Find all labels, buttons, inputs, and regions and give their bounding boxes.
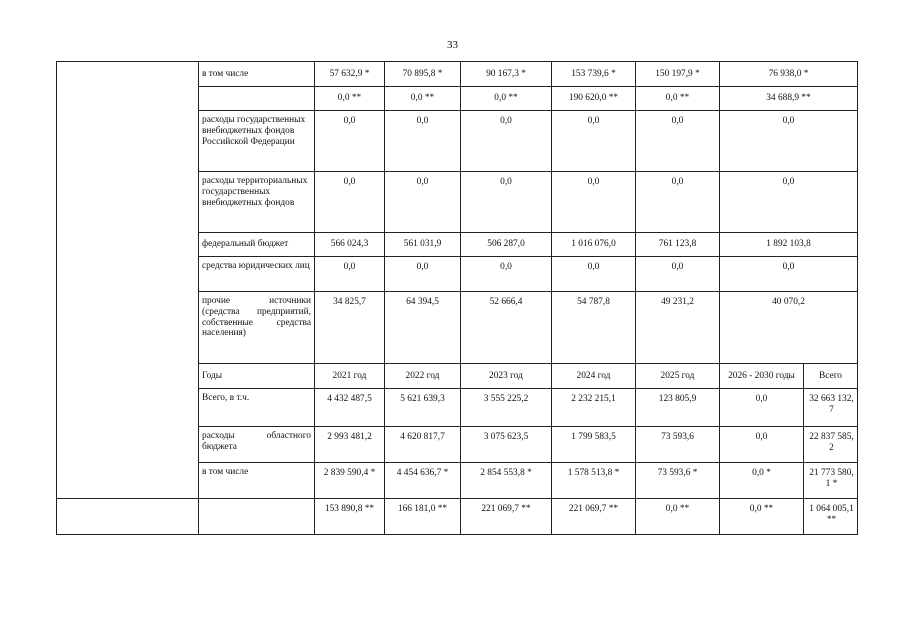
value-cell: 0,0 [720,111,858,172]
value-cell: 0,0 [461,257,552,292]
value-cell: 0,0 [461,111,552,172]
page-number: 33 [447,39,458,51]
value-cell: 40 070,2 [720,292,858,364]
program-name-cell [57,62,199,499]
row-label: прочие источники (средства предприятий, собственные средства населения) [199,292,315,364]
value-cell: 0,0 ** [636,87,720,111]
value-cell: 73 593,6 * [636,463,720,499]
value-cell: 0,0 ** [461,87,552,111]
row-label: в том числе [199,62,315,87]
value-cell: 0,0 [636,257,720,292]
table-row [57,499,858,535]
value-cell: 2 839 590,4 * [315,463,385,499]
value-cell: 561 031,9 [385,233,461,257]
program-name-cell-continued [57,499,199,535]
value-cell: 0,0 [385,111,461,172]
value-cell: 57 632,9 * [315,62,385,87]
value-cell: 0,0 [461,172,552,233]
value-cell: 0,0 [636,111,720,172]
row-label: Всего, в т.ч. [199,389,315,427]
year-column-header: 2026 - 2030 годы [720,364,804,389]
value-cell: 166 181,0 ** [385,499,461,535]
total-column-header: Всего [804,364,858,389]
value-cell: 73 593,6 [636,427,720,463]
value-cell: 1 016 076,0 [552,233,636,257]
row-label [199,499,315,535]
value-cell: 4 620 817,7 [385,427,461,463]
value-cell: 5 621 639,3 [385,389,461,427]
value-cell: 76 938,0 * [720,62,858,87]
value-cell: 90 167,3 * [461,62,552,87]
value-cell: 2 993 481,2 [315,427,385,463]
value-cell: 34 825,7 [315,292,385,364]
value-cell: 153 739,6 * [552,62,636,87]
year-column-header: 2023 год [461,364,552,389]
value-cell: 0,0 ** [315,87,385,111]
value-cell: 1 799 583,5 [552,427,636,463]
value-cell: 150 197,9 * [636,62,720,87]
row-label: расходы территориальных государственных внебюджетных фондов [199,172,315,233]
value-cell: 4 432 487,5 [315,389,385,427]
value-cell: 761 123,8 [636,233,720,257]
value-cell: 0,0 [385,172,461,233]
budget-funding-table [56,61,858,535]
value-cell: 0,0 [315,111,385,172]
value-cell: 0,0 * [720,463,804,499]
value-cell: 34 688,9 ** [720,87,858,111]
value-cell: 123 805,9 [636,389,720,427]
value-cell: 153 890,8 ** [315,499,385,535]
value-cell: 64 394,5 [385,292,461,364]
value-cell: 22 837 585,2 [804,427,858,463]
value-cell: 0,0 [315,172,385,233]
year-column-header: 2021 год [315,364,385,389]
value-cell: 52 666,4 [461,292,552,364]
row-label: в том числе [199,463,315,499]
value-cell: 0,0 [636,172,720,233]
value-cell: 0,0 ** [720,499,804,535]
row-label: расходы областного бюджета [199,427,315,463]
value-cell: 49 231,2 [636,292,720,364]
value-cell: 0,0 [720,172,858,233]
value-cell: 0,0 [552,257,636,292]
value-cell: 0,0 ** [385,87,461,111]
year-column-header: 2024 год [552,364,636,389]
value-cell: 190 620,0 ** [552,87,636,111]
value-cell: 4 454 636,7 * [385,463,461,499]
value-cell: 0,0 [315,257,385,292]
year-column-header: 2022 год [385,364,461,389]
value-cell: 2 232 215,1 [552,389,636,427]
value-cell: 3 075 623,5 [461,427,552,463]
value-cell: 0,0 ** [636,499,720,535]
value-cell: 54 787,8 [552,292,636,364]
value-cell: 0,0 [552,111,636,172]
value-cell: 221 069,7 ** [461,499,552,535]
value-cell: 1 064 005,1 ** [804,499,858,535]
value-cell: 70 895,8 * [385,62,461,87]
value-cell: 506 287,0 [461,233,552,257]
value-cell: 3 555 225,2 [461,389,552,427]
value-cell: 566 024,3 [315,233,385,257]
year-column-header: 2025 год [636,364,720,389]
value-cell: 2 854 553,8 * [461,463,552,499]
value-cell: 0,0 [385,257,461,292]
row-label: средства юридических лиц [199,257,315,292]
years-header-label: Годы [199,364,315,389]
value-cell: 1 892 103,8 [720,233,858,257]
row-label: федеральный бюджет [199,233,315,257]
row-label [199,87,315,111]
value-cell: 21 773 580,1 * [804,463,858,499]
row-label: расходы государственных внебюджетных фондов Российской Федерации [199,111,315,172]
table-row [57,62,858,87]
value-cell: 0,0 [552,172,636,233]
value-cell: 0,0 [720,389,804,427]
value-cell: 0,0 [720,427,804,463]
value-cell: 0,0 [720,257,858,292]
value-cell: 221 069,7 ** [552,499,636,535]
value-cell: 1 578 513,8 * [552,463,636,499]
value-cell: 32 663 132,7 [804,389,858,427]
